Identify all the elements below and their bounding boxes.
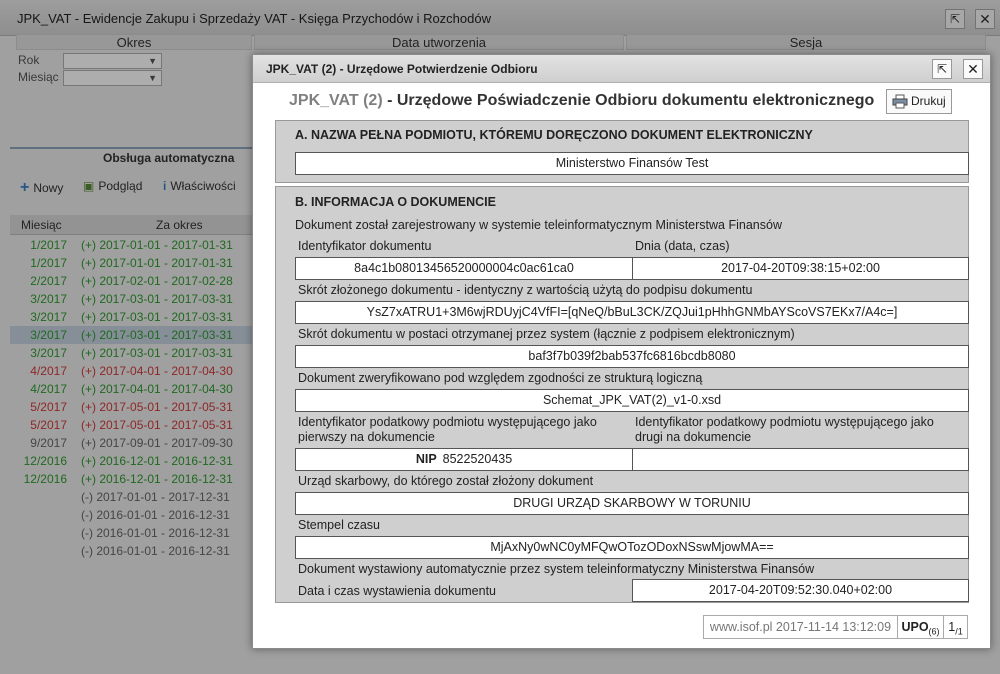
popout-icon[interactable]: ⇱ [945,9,965,29]
row-period: (+) 2016-12-01 - 2016-12-31 [81,454,233,468]
month-label: Miesiąc [18,70,59,84]
page-total: /1 [955,626,963,637]
row-period: (+) 2017-03-01 - 2017-03-31 [81,328,233,342]
row-month: 1/2017 [30,256,67,270]
issued-at-label: Data i czas wystawienia dokumentu [298,584,497,598]
year-label: Rok [18,53,40,67]
timestamp-value: MjAxNy0wNC0yMFQwOTozODoxNSswMjowMA== [295,536,969,559]
hash-label: Skrót złożonego dokumentu - identyczny z wartością użytą do podpisu dokumentu [298,283,753,297]
section-a-heading: A. NAZWA PEŁNA PODMIOTU, KTÓREMU DORĘCZONO DOKUMENT ELEKTRONICZNY [295,128,813,142]
page-number: 1 [948,620,956,634]
tax-office-label: Urząd skarbowy, do którego został złożony dokument [298,474,594,488]
popout-icon[interactable]: ⇱ [932,59,952,79]
document-id-label: Identyfikator dokumentu [298,239,432,253]
row-period: (+) 2017-09-01 - 2017-09-30 [81,436,233,450]
column-header-okres[interactable]: Okres [16,34,252,50]
taxid1-label: Identyfikator podatkowy podmiotu występującego jako pierwszy na dokumencie [298,415,597,444]
row-period: (+) 2017-04-01 - 2017-04-30 [81,364,233,378]
dialog-title: JPK_VAT (2) - Urzędowe Potwierdzenie Odbioru [266,62,538,76]
form-variant: (6) [928,626,940,637]
registered-text: Dokument został zarejestrowany w systemie teleinformatycznym Ministerstwa Finansów [295,218,782,232]
document-id-value: 8a4c1b08013456520000004c0ac61ca0 [295,257,633,280]
form-code-badge [898,615,944,639]
row-month: 12/2016 [23,454,67,468]
row-period: (-) 2016-01-01 - 2016-12-31 [81,508,230,522]
nip-prefix: NIP [415,452,437,466]
row-period: (+) 2017-05-01 - 2017-05-31 [81,418,233,432]
row-month: 3/2017 [30,292,67,306]
row-period: (+) 2017-03-01 - 2017-03-31 [81,292,233,306]
document-title [289,92,874,110]
timestamp-label: Stempel czasu [298,518,380,532]
page-indicator [944,615,968,639]
row-month: 3/2017 [30,346,67,360]
print-button[interactable] [886,89,952,114]
print-button-label: Drukuj [911,94,946,108]
row-month: 5/2017 [30,400,67,414]
main-window-title: JPK_VAT - Ewidencje Zakupu i Sprzedaży VAT - Księga Przychodów i Rozchodów [17,11,491,26]
chevron-down-icon: ▼ [148,56,157,66]
document-title-system: JPK_VAT (2) [289,92,383,109]
properties-button-label: Właściwości [170,179,236,193]
hash-value: YsZ7xATRU1+3M6wjRDUyjC4VfFI=[qNeQ/bBuL3CK/ZQJui1pHhhGNMbAYScoVS7EKx7/A4c=] [295,301,969,324]
row-period: (+) 2017-02-01 - 2017-02-28 [81,274,233,288]
row-period: (+) 2017-01-01 - 2017-01-31 [81,256,233,270]
tax-office-value: DRUGI URZĄD SKARBOWY W TORUNIU [295,492,969,515]
row-period: (+) 2017-03-01 - 2017-03-31 [81,346,233,360]
recipient-name: Ministerstwo Finansów Test [295,152,969,175]
issued-auto-text: Dokument wystawiony automatycznie przez system teleinformatyczny Ministerstwa Finansów [298,562,815,576]
row-month: 3/2017 [30,310,67,324]
column-header-sesja[interactable]: Sesja [626,34,986,50]
grid-header-month[interactable]: Miesiąc [21,218,62,232]
grid-header-period[interactable]: Za okres [156,218,203,232]
row-period: (-) 2016-01-01 - 2016-12-31 [81,544,230,558]
section-b-heading: B. INFORMACJA O DOKUMENCIE [295,195,496,209]
chevron-down-icon: ▼ [148,73,157,83]
date-value: 2017-04-20T09:38:15+02:00 [632,257,969,280]
row-period: (+) 2016-12-01 - 2016-12-31 [81,472,233,486]
preview-button-label: Podgląd [98,179,143,193]
row-month: 9/2017 [30,436,67,450]
row-period: (+) 2017-03-01 - 2017-03-31 [81,310,233,324]
row-month: 12/2016 [23,472,67,486]
printer-icon [892,94,908,109]
plus-icon: + [20,179,30,196]
nip-value: 8522520435 [442,452,513,466]
received-hash-value: baf3f7b039f2bab537fc6816bcdb8080 [295,345,969,368]
close-icon[interactable]: ✕ [975,9,995,29]
issued-at-value: 2017-04-20T09:52:30.040+02:00 [632,579,969,602]
document-title-main: Urzędowe Poświadczenie Odbioru dokumentu elektronicznego [396,92,875,109]
taxid2-value [632,448,969,471]
panel-title: Obsługa automatyczna [103,151,235,165]
info-icon: i [163,179,167,193]
footer-stamp: www.isof.pl 2017-11-14 13:12:09 [703,615,898,639]
row-month: 5/2017 [30,418,67,432]
received-hash-label: Skrót dokumentu w postaci otrzymanej przez system (łącznie z podpisem elektronicznym) [298,327,795,341]
document-title-separator: - [382,92,397,109]
dialog-titlebar[interactable] [253,55,990,83]
row-period: (-) 2016-01-01 - 2016-12-31 [81,526,230,540]
taxid1-value [295,448,633,471]
row-period: (-) 2017-01-01 - 2017-12-31 [81,490,230,504]
schema-value: Schemat_JPK_VAT(2)_v1-0.xsd [295,389,969,412]
date-label: Dnia (data, czas) [635,239,730,253]
taxid2-label: Identyfikator podatkowy podmiotu występującego jako drugi na dokumencie [635,415,934,444]
row-period: (+) 2017-01-01 - 2017-01-31 [81,238,233,252]
form-code: UPO [901,620,929,634]
row-period: (+) 2017-04-01 - 2017-04-30 [81,382,233,396]
row-period: (+) 2017-05-01 - 2017-05-31 [81,400,233,414]
row-month: 4/2017 [30,364,67,378]
section-b [275,186,969,603]
preview-icon: ▣ [83,179,95,193]
row-month: 2/2017 [30,274,67,288]
row-month: 1/2017 [30,238,67,252]
close-icon[interactable]: ✕ [963,59,983,79]
new-button-label: Nowy [33,181,64,195]
row-month: 3/2017 [30,328,67,342]
upo-dialog [252,54,991,649]
row-month: 4/2017 [30,382,67,396]
column-header-data-utworzenia[interactable]: Data utworzenia [254,34,624,50]
section-a [275,120,969,183]
verified-label: Dokument zweryfikowano pod względem zgodności ze strukturą logiczną [298,371,703,385]
